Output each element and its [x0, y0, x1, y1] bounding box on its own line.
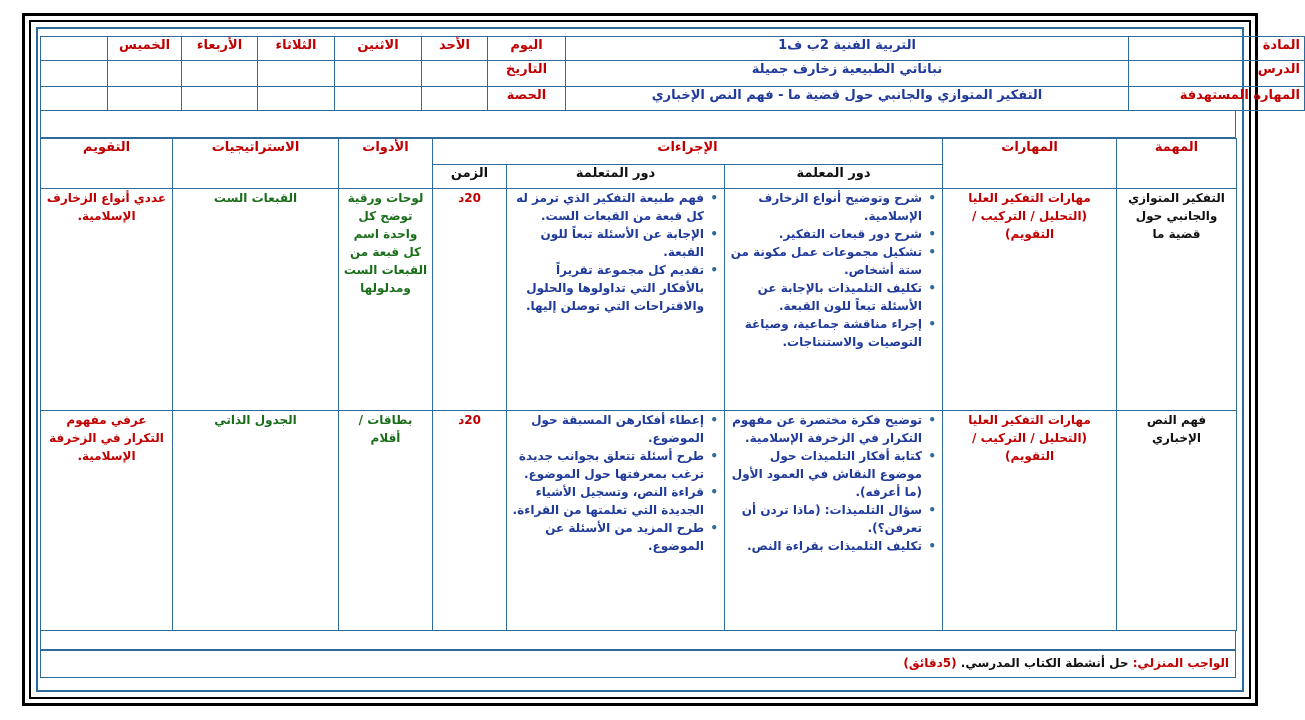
skill-label: المهارة المستهدفة: [1129, 87, 1305, 111]
spacer-row: [40, 110, 1236, 138]
period-cell: [258, 87, 335, 111]
lesson-label: الدرس: [1129, 61, 1305, 87]
empty-cell: [41, 61, 108, 87]
empty-cell: [41, 37, 108, 61]
list-item: • طرح المزيد من الأسئلة عن الموضوع.: [511, 519, 704, 555]
list-item: • تشكيل مجموعات عمل مكونة من ستة أشخاص.: [729, 243, 922, 279]
row2-student-role: [507, 411, 725, 631]
list-item: • قراءة النص، وتسجيل الأشياء الجديدة التي تعلمتها من القراءة.: [511, 483, 704, 519]
list-item: • تكليف التلميذات بقراءة النص.: [729, 537, 922, 555]
homework-label: الواجب المنزلي:: [1132, 656, 1229, 670]
col-teacher-role: دور المعلمة: [725, 165, 943, 189]
list-item: • شرح دور قبعات التفكير.: [729, 225, 922, 243]
row2-skills: مهارات التفكير العليا (التحليل / التركيب / التقويم): [943, 411, 1117, 631]
row1-teacher-role: [725, 189, 943, 411]
period-label: الحصة: [488, 87, 566, 111]
row2-task: فهم النص الإخباري: [1117, 411, 1237, 631]
header-table: [40, 36, 1305, 111]
row2-teacher-role: [725, 411, 943, 631]
period-cell: [422, 87, 488, 111]
subject-value: التربية الفنية 2ب ف1: [566, 37, 1129, 61]
col-evaluation: التقويم: [41, 139, 173, 189]
col-tools: الأدوات: [339, 139, 433, 189]
period-cell: [182, 87, 258, 111]
list-item: • الإجابة عن الأسئلة تبعاً للون القبعة.: [511, 225, 704, 261]
day-label: اليوم: [488, 37, 566, 61]
date-cell: [182, 61, 258, 87]
list-item: • توضيح فكرة مختصرة عن مفهوم التكرار في الزخرفة الإسلامية.: [729, 411, 922, 447]
date-cell: [258, 61, 335, 87]
homework-duration: (5دقائق): [903, 656, 957, 670]
list-item: • تقديم كل مجموعة تقريراً بالأفكار التي تداولوها والحلول والاقتراحات التي توصلن إليها.: [511, 261, 704, 315]
col-skills: المهارات: [943, 139, 1117, 189]
day-monday: الاثنين: [335, 37, 422, 61]
empty-cell: [41, 87, 108, 111]
subject-label: المادة: [1129, 37, 1305, 61]
col-student-role: دور المتعلمة: [507, 165, 725, 189]
row1-tools: لوحات ورقية توضح كل واحدة اسم كل قبعة من القبعات الست ومدلولها: [339, 189, 433, 411]
col-task: المهمة: [1117, 139, 1237, 189]
row2-time: 20د: [433, 411, 507, 631]
list-item: • إعطاء أفكارهن المسبقة حول الموضوع.: [511, 411, 704, 447]
date-cell: [422, 61, 488, 87]
row2-strategy: الجدول الذاتي: [173, 411, 339, 631]
list-item: • فهم طبيعة التفكير الذي ترمز له كل قبعة من القبعات الست.: [511, 189, 704, 225]
lesson-value: نباتاتي الطبيعية زخارف جميلة: [566, 61, 1129, 87]
row1-time: 20د: [433, 189, 507, 411]
list-item: • طرح أسئلة تتعلق بجوانب جديدة ترغب بمعرفتها حول الموضوع.: [511, 447, 704, 483]
homework-text: حل أنشطة الكتاب المدرسي.: [960, 656, 1129, 670]
row1-student-role: [507, 189, 725, 411]
row2-evaluation: عرفي مفهوم التكرار في الزخرفة الإسلامية.: [41, 411, 173, 631]
day-wednesday: الأربعاء: [182, 37, 258, 61]
list-item: • تكليف التلميذات بالإجابة عن الأسئلة تبعاً للون القبعة.: [729, 279, 922, 315]
date-cell: [335, 61, 422, 87]
col-procedures: الإجراءات: [433, 139, 943, 165]
row1-evaluation: عددي أنواع الزخارف الإسلامية.: [41, 189, 173, 411]
row1-strategy: القبعات الست: [173, 189, 339, 411]
list-item: • إجراء مناقشة جماعية، وصياغة التوصيات والاستنتاجات.: [729, 315, 922, 351]
row1-task: التفكير المتوازي والجانبي حول قضية ما: [1117, 189, 1237, 411]
row2-tools: بطاقات / أقلام: [339, 411, 433, 631]
list-item: • سؤال التلميذات: (ماذا تردن أن تعرفن؟).: [729, 501, 922, 537]
main-table: [40, 138, 1237, 631]
date-cell: [108, 61, 182, 87]
day-thursday: الخميس: [108, 37, 182, 61]
skill-value: التفكير المتوازي والجانبي حول قضية ما - فهم النص الإخباري: [566, 87, 1129, 111]
col-time: الزمن: [433, 165, 507, 189]
day-sunday: الأحد: [422, 37, 488, 61]
row1-skills: مهارات التفكير العليا (التحليل / التركيب / التقويم): [943, 189, 1117, 411]
day-tuesday: الثلاثاء: [258, 37, 335, 61]
list-item: • شرح وتوضيح أنواع الزخارف الإسلامية.: [729, 189, 922, 225]
homework-bar: [40, 650, 1236, 678]
period-cell: [108, 87, 182, 111]
date-label: التاريخ: [488, 61, 566, 87]
period-cell: [335, 87, 422, 111]
col-strategies: الاستراتيجيات: [173, 139, 339, 189]
list-item: • كتابة أفكار التلميذات حول موضوع النقاش في العمود الأول (ما أعرفه).: [729, 447, 922, 501]
spacer-row: [40, 630, 1236, 650]
